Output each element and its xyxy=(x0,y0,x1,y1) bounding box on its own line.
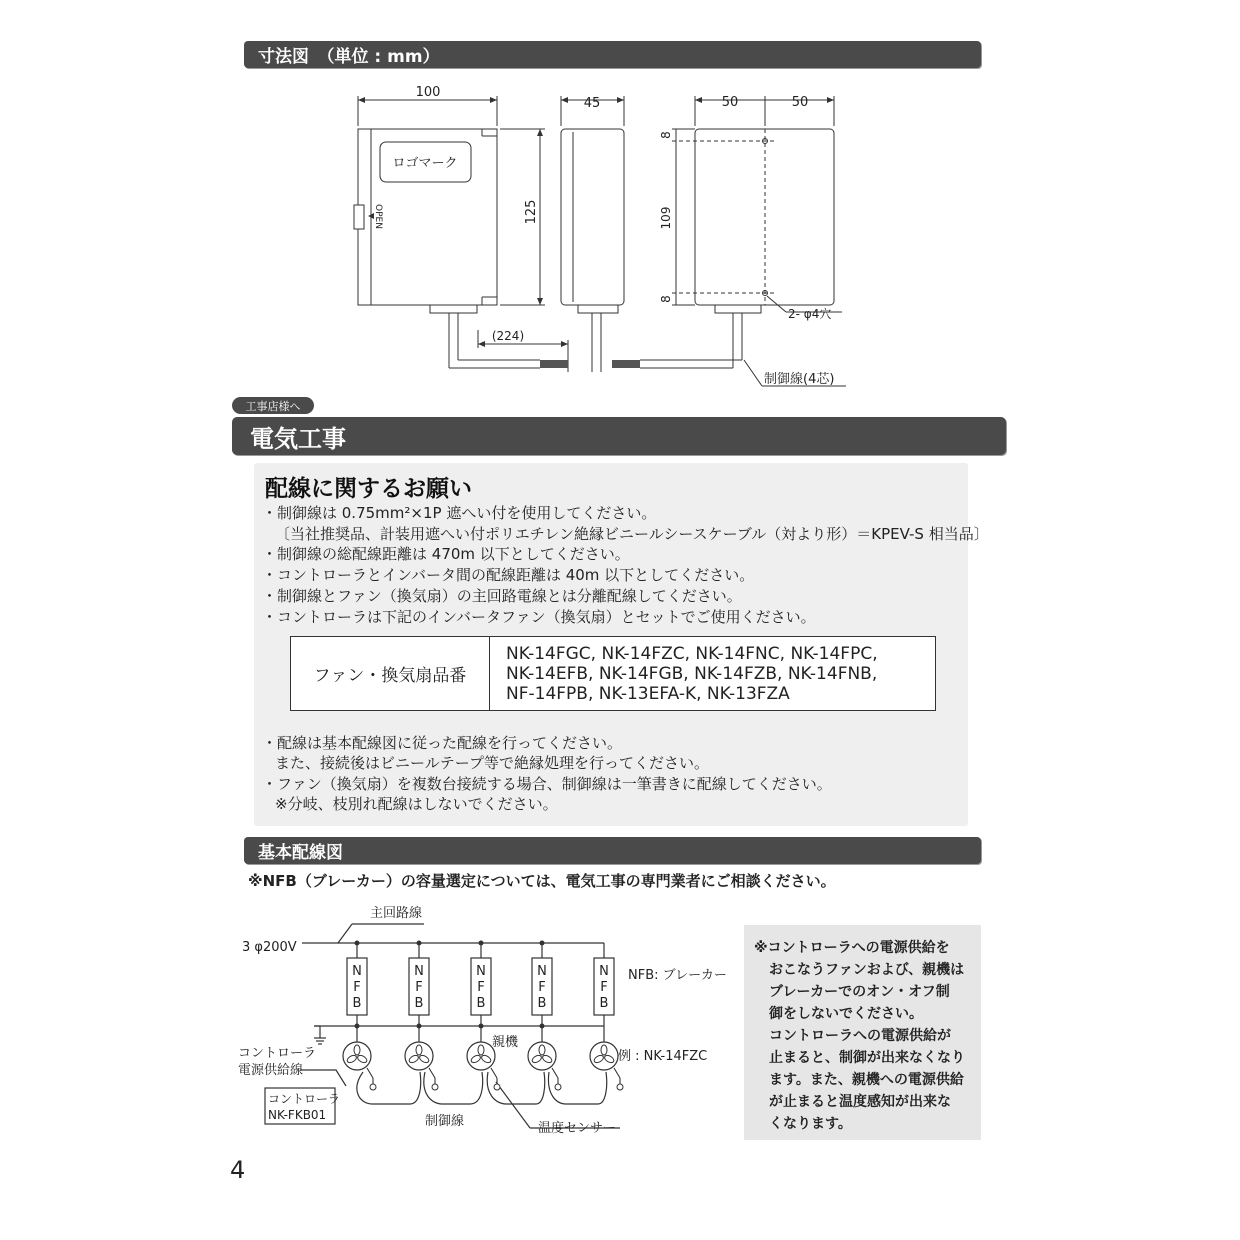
controller-power-label-2: 電源供給線 xyxy=(238,1063,304,1078)
wiring-notes-title: 配線に関するお願い xyxy=(265,476,472,502)
rear-bottom: 8 xyxy=(659,295,673,303)
junction-dot xyxy=(417,1024,422,1029)
breaker-letter: F xyxy=(353,980,361,995)
sensor-lead xyxy=(491,1068,497,1078)
side-note-line: ブレーカーでのオン・オフ制 xyxy=(769,984,950,1000)
temp-sensor-icon xyxy=(555,1084,561,1090)
temp-sensor-icon xyxy=(494,1084,500,1090)
open-label: OPEN xyxy=(373,204,383,229)
fan-model-row: NK-14EFB, NK-14FGB, NK-14FZB, NK-14FNB, xyxy=(506,664,878,684)
note-line: ※分岐、枝別れ配線はしないでください。 xyxy=(275,795,558,813)
breaker-letter: N xyxy=(537,964,547,979)
fan-icon xyxy=(590,1042,618,1070)
note-line: ・制御線とファン（換気扇）の主回路電線とは分離配線してください。 xyxy=(262,587,742,605)
page-number: 4 xyxy=(230,1156,246,1184)
note-line: ・配線は基本配線図に従った配線を行ってください。 xyxy=(262,734,623,752)
junction-dot xyxy=(417,941,422,946)
rear-right: 50 xyxy=(791,95,809,110)
wiring-header xyxy=(244,837,981,864)
contractor-badge: 工事店様へ xyxy=(232,397,314,414)
logo-label: ロゴマーク xyxy=(392,156,458,171)
sensor-lead xyxy=(614,1068,620,1078)
voltage-label: 3 φ200V xyxy=(242,940,297,955)
rear-top: 8 xyxy=(659,131,673,139)
temp-sensor-label: 温度センサー xyxy=(538,1121,617,1136)
controller-power-label-1: コントローラ xyxy=(238,1046,317,1061)
temp-sensor-icon xyxy=(370,1084,376,1090)
temp-sensor-icon xyxy=(432,1084,438,1090)
side-note-line: ます。また、親機への電源供給 xyxy=(769,1072,964,1088)
wiring-diagram xyxy=(0,890,740,1150)
front-width: 100 xyxy=(415,85,441,100)
parent-label: 親機 xyxy=(492,1035,519,1050)
side-note-line: くなります。 xyxy=(769,1116,852,1132)
front-height: 125 xyxy=(524,199,539,225)
side-note-line: おこなうファンおよび、親機は xyxy=(769,962,965,978)
breaker-letter: N xyxy=(476,964,486,979)
breaker-letter: F xyxy=(477,980,485,995)
control-line-label: 制御線 xyxy=(425,1114,465,1129)
note-line: ・コントローラは下記のインバータファン（換気扇）とセットでご使用ください。 xyxy=(262,608,816,626)
side-note-line: が止まると温度感知が出来な xyxy=(769,1094,951,1110)
fan-model-row: NF-14FPB, NK-13EFA-K, NK-13FZA xyxy=(506,684,790,704)
note-line: ・制御線の総配線距離は 470m 以下としてください。 xyxy=(262,545,630,563)
hole-label: 2- φ4穴 xyxy=(788,307,832,321)
wiring-header-text: 基本配線図 xyxy=(258,843,343,863)
cable-length: (224) xyxy=(491,329,525,343)
fan-icon xyxy=(405,1042,433,1070)
example-label: 例 : NK-14FZC xyxy=(618,1049,708,1064)
note-line: ・制御線は 0.75mm²×1P 遮へい付を使用してください。 xyxy=(262,504,657,522)
note-line: 〔当社推奨品、計装用遮へい付ポリエチレン絶縁ビニールシースケーブル（対より形）＝KPEV-S 相当品〕 xyxy=(275,525,989,543)
rear-middle: 109 xyxy=(659,206,673,230)
nfb-note: ※NFB（ブレーカー）の容量選定については、電気工事の専門業者にご相談ください。 xyxy=(248,872,836,890)
breaker-letter: F xyxy=(415,980,423,995)
nfb-legend: NFB: ブレーカー xyxy=(628,968,727,983)
junction-dot xyxy=(479,1024,484,1029)
electrical-header-text: 電気工事 xyxy=(250,424,346,453)
main-line-label: 主回路線 xyxy=(370,906,423,921)
breaker-letter: B xyxy=(352,996,362,1011)
side-width: 45 xyxy=(583,96,601,111)
breaker-letter: F xyxy=(538,980,546,995)
dimensions-header-text: 寸法図 （単位 : mm） xyxy=(258,47,440,67)
electrical-header xyxy=(232,417,1006,455)
breaker-letter: N xyxy=(599,964,609,979)
sensor-lead xyxy=(367,1068,373,1078)
junction-dot xyxy=(540,941,545,946)
breaker-letter: N xyxy=(352,964,362,979)
controller-box-label-1: コントローラ xyxy=(268,1092,341,1106)
fan-icon xyxy=(467,1042,495,1070)
temp-sensor-icon xyxy=(617,1084,623,1090)
sensor-lead xyxy=(429,1068,435,1078)
fan-icon xyxy=(528,1042,556,1070)
junction-dot xyxy=(355,941,360,946)
junction-dot xyxy=(540,1024,545,1029)
note-line: また、接続後はビニールテープ等で絶縁処理を行ってください。 xyxy=(275,754,709,772)
breaker-letter: F xyxy=(600,980,608,995)
dimension-drawing xyxy=(0,0,1240,400)
note-line: ・ファン（換気扇）を複数台接続する場合、制御線は一筆書きに配線してください。 xyxy=(262,775,832,793)
breaker-letter: B xyxy=(537,996,547,1011)
junction-dot xyxy=(355,1024,360,1029)
cable-label: 制御線(4芯) xyxy=(764,372,835,387)
fan-model-list xyxy=(506,644,878,704)
fan-icon xyxy=(343,1042,371,1070)
side-note-line: ※コントローラへの電源供給を xyxy=(754,940,950,956)
breaker-letter: N xyxy=(414,964,424,979)
fan-model-table xyxy=(290,636,936,711)
sensor-lead xyxy=(552,1068,558,1078)
breaker-letter: B xyxy=(476,996,486,1011)
side-note-line: 御をしないでください。 xyxy=(769,1006,923,1022)
side-note-line: 止まると、制御が出来なくなり xyxy=(769,1050,965,1066)
breaker-letter: B xyxy=(599,996,609,1011)
fan-model-table-label: ファン・換気扇品番 xyxy=(291,637,490,710)
breaker-letter: B xyxy=(414,996,424,1011)
note-line: ・コントローラとインバータ間の配線距離は 40m 以下としてください。 xyxy=(262,566,755,584)
controller-box-label-2: NK-FKB01 xyxy=(268,1108,327,1122)
fan-model-row: NK-14FGC, NK-14FZC, NK-14FNC, NK-14FPC, xyxy=(506,644,878,664)
side-note-line: コントローラへの電源供給が xyxy=(769,1028,951,1044)
rear-left: 50 xyxy=(721,95,739,110)
junction-dot xyxy=(479,941,484,946)
